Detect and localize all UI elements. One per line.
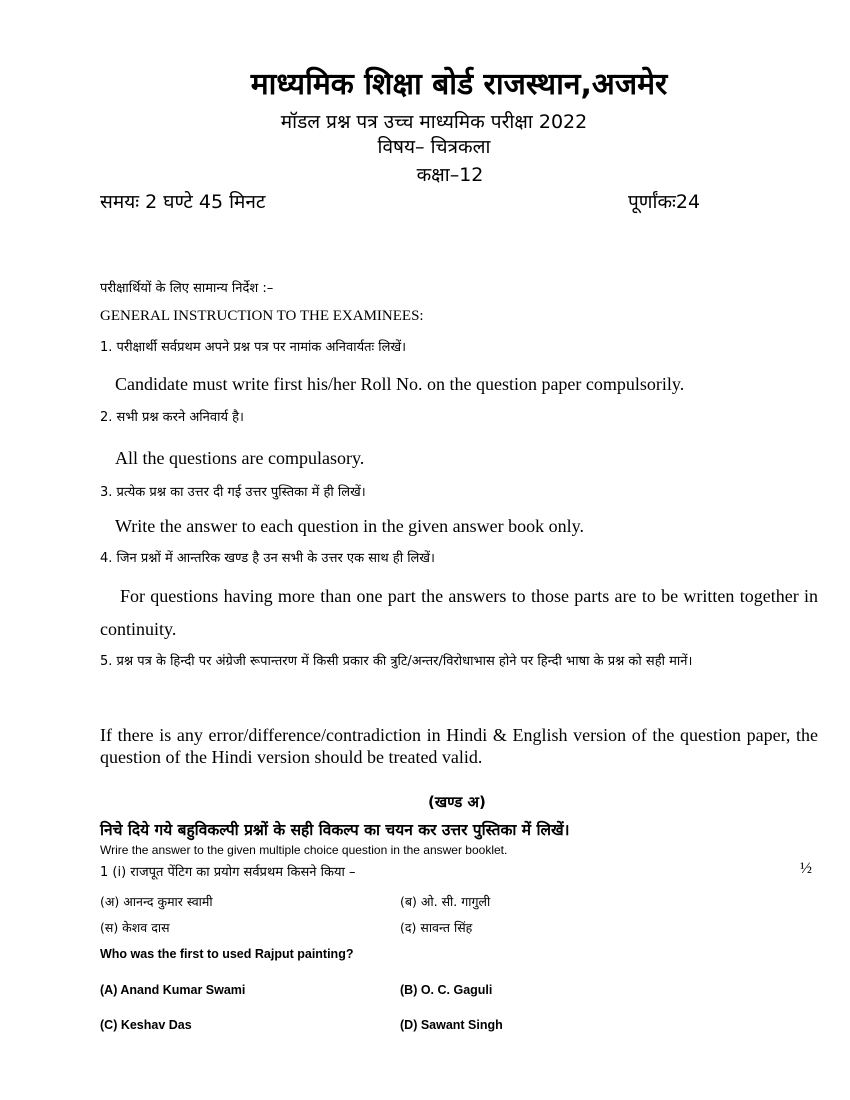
option-b-en: (B) O. C. Gaguli [400,983,493,997]
option-c-hi: (स) केशव दास [100,920,170,935]
instruction-2-hi: 2. सभी प्रश्न करने अनिवार्य है। [100,410,244,425]
board-title: माध्यमिक शिक्षा बोर्ड राजस्थान,अजमेर [250,67,668,102]
option-c-en: (C) Keshav Das [100,1018,192,1032]
option-b-hi: (ब) ओ. सी. गागुली [400,894,491,909]
instruction-4-hi: 4. जिन प्रश्नों में आन्तरिक खण्ड है उन सभी के उत्तर एक साथ ही लिखें। [100,551,435,566]
instructions-heading-en: GENERAL INSTRUCTION TO THE EXAMINEES: [100,308,424,324]
subject: विषय– चित्रकला [377,136,491,158]
section-title: (खण्ड अ) [428,793,486,811]
instruction-1-hi: 1. परीक्षार्थी सर्वप्रथम अपने प्रश्न पत्र पर नामांक अनिवार्यतः लिखें। [100,340,407,355]
instruction-3-en: Write the answer to each question in the given answer book only. [115,516,584,536]
section-instruction-hi: निचे दिये गये बहुविकल्पी प्रश्नों के सही विकल्प का चयन कर उत्तर पुस्तिका में लिखें। [100,821,570,839]
instruction-2-en: All the questions are compulasory. [115,448,365,468]
instruction-5-hi: 5. प्रश्न पत्र के हिन्दी पर अंग्रेजी रूपान्तरण में किसी प्रकार की त्रुटि/अन्तर/विरोधाभास होने पर हिन्दी भाषा के प्रश्न को सही मानें। [100,654,693,669]
exam-time: समयः 2 घण्टे 45 मिनट [100,191,266,213]
section-instruction-en: Wrire the answer to the given multiple choice question in the answer booklet. [100,843,508,857]
option-d-en: (D) Sawant Singh [400,1018,503,1032]
exam-title: मॉडल प्रश्न पत्र उच्च माध्यमिक परीक्षा 2022 [280,111,588,133]
option-a-en: (A) Anand Kumar Swami [100,983,246,997]
instructions-heading-hi: परीक्षार्थियों के लिए सामान्य निर्देश :– [100,281,274,296]
question-1-marks: ½ [800,860,812,877]
instruction-4-en: For questions having more than one part the answers to those parts are to be written together in continuity. [100,586,818,639]
instruction-5-en: If there is any error/difference/contradiction in Hindi & English version of the question paper, the question of the Hindi version should be treated valid. [100,725,818,767]
question-1-text-hi: 1 (i) राजपूत पेंटिग का प्रयोग सर्वप्रथम किसने किया – [100,865,356,880]
option-d-hi: (द) सावन्त सिंह [400,920,473,935]
max-marks: पूर्णांकः24 [628,191,701,213]
instruction-3-hi: 3. प्रत्येक प्रश्न का उत्तर दी गई उत्तर पुस्तिका में ही लिखें। [100,485,366,500]
option-a-hi: (अ) आनन्द कुमार स्वामी [100,894,213,909]
question-1-text-en: Who was the first to used Rajput painting? [100,947,354,961]
instruction-1-en: Candidate must write first his/her Roll No. on the question paper compulsorily. [115,374,685,394]
class: कक्षा–12 [416,164,484,186]
